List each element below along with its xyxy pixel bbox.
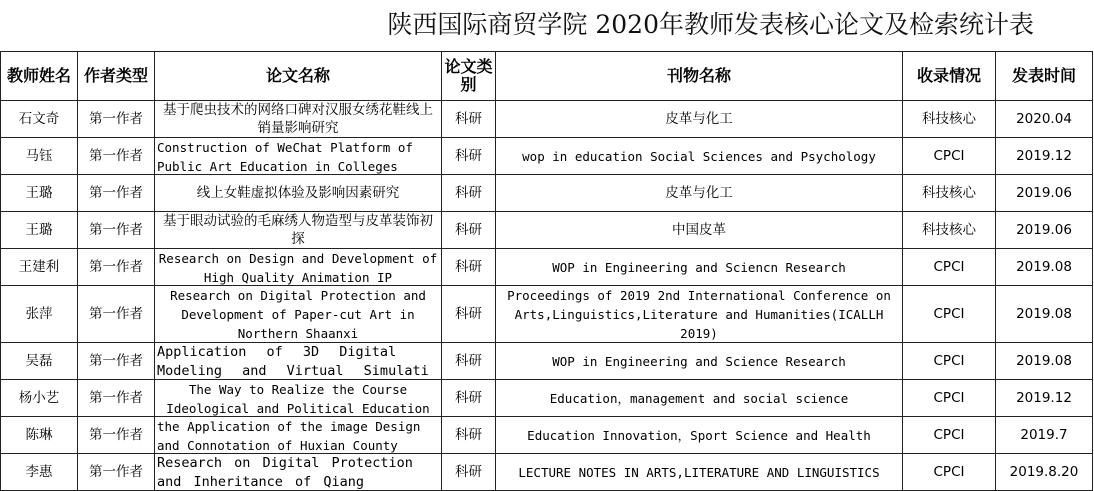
teacher-cell: 马钰 (1, 138, 78, 175)
category-cell: 科研 (442, 286, 496, 343)
paper-text: Research on Design and Development of High Quality Animation IP (158, 251, 438, 285)
category-cell: 科研 (442, 380, 496, 417)
paper-text: Research on Digital Protection and Development of Paper-cut Art in Northern Shaanxi (170, 288, 426, 341)
date-cell: 2020.04 (996, 101, 1093, 138)
paper-cell (155, 286, 442, 343)
journal-cell: wop in education Social Sciences and Psychology (496, 138, 903, 175)
category-cell: 科研 (442, 101, 496, 138)
paper-cell (155, 343, 442, 380)
header-date: 发表时间 (996, 52, 1093, 101)
paper-text: the Application of the image Design and Connotation of Huxian County (157, 419, 421, 453)
date-cell: 2019.12 (996, 138, 1093, 175)
author-type-cell: 第一作者 (78, 101, 155, 138)
indexed-cell: CPCI (903, 249, 996, 286)
header-author-type: 作者类型 (78, 52, 155, 101)
paper-text: 基于眼动试验的毛麻绣人物造型与皮革装饰初探 (163, 213, 433, 247)
teacher-cell: 吴磊 (1, 343, 78, 380)
journal-cell (496, 286, 903, 343)
author-type-cell: 第一作者 (78, 138, 155, 175)
indexed-cell: CPCI (903, 138, 996, 175)
paper-text: Application of 3D Digital Modeling and Virtual Simulati (157, 344, 429, 379)
table-row (1, 417, 1093, 454)
category-cell: 科研 (442, 249, 496, 286)
table-row (1, 101, 1093, 138)
header-teacher: 教师姓名 (1, 52, 78, 101)
date-cell: 2019.8.20 (996, 454, 1093, 491)
teacher-cell: 李惠 (1, 454, 78, 491)
table-row (1, 212, 1093, 249)
teacher-cell: 张萍 (1, 286, 78, 343)
paper-cell (155, 101, 442, 138)
page-title: 陕西国际商贸学院 2020年教师发表核心论文及检索统计表 (387, 10, 1034, 39)
author-type-cell: 第一作者 (78, 417, 155, 454)
table-row (1, 343, 1093, 380)
table-row (1, 175, 1093, 212)
journal-cell: 中国皮革 (496, 212, 903, 249)
paper-text: The Way to Realize the Course Ideological and Political Education (166, 382, 430, 416)
author-type-cell: 第一作者 (78, 454, 155, 491)
teacher-cell: 陈琳 (1, 417, 78, 454)
teacher-cell: 杨小艺 (1, 380, 78, 417)
journal-text: Proceedings of 2019 2nd International Conference on Arts,Linguistics,Literature and Humanities(ICALLH 2019) (507, 288, 891, 341)
indexed-cell: CPCI (903, 417, 996, 454)
category-cell: 科研 (442, 212, 496, 249)
journal-cell: WOP in Engineering and Science Research (496, 343, 903, 380)
author-type-cell: 第一作者 (78, 175, 155, 212)
author-type-cell: 第一作者 (78, 343, 155, 380)
journal-cell: LECTURE NOTES IN ARTS,LITERATURE AND LINGUISTICS (496, 454, 903, 491)
statistics-table (0, 51, 1093, 491)
indexed-cell: CPCI (903, 343, 996, 380)
table-row (1, 380, 1093, 417)
date-cell: 2019.12 (996, 380, 1093, 417)
paper-text: 线上女鞋虚拟体验及影响因素研究 (196, 185, 400, 201)
indexed-cell: CPCI (903, 454, 996, 491)
paper-text: Research on Digital Protection and Inheritance of Qiang (157, 455, 413, 490)
category-cell: 科研 (442, 343, 496, 380)
journal-cell: Education，management and social science (496, 380, 903, 417)
journal-cell: 皮革与化工 (496, 175, 903, 212)
header-category: 论文类别 (442, 52, 496, 101)
table-row (1, 286, 1093, 343)
paper-text: Construction of WeChat Platform of Public Art Education in Colleges (157, 140, 413, 174)
date-cell: 2019.08 (996, 286, 1093, 343)
category-cell: 科研 (442, 454, 496, 491)
header-indexed: 收录情况 (903, 52, 996, 101)
date-cell: 2019.06 (996, 212, 1093, 249)
paper-cell (155, 212, 442, 249)
paper-cell (155, 249, 442, 286)
teacher-cell: 王建利 (1, 249, 78, 286)
author-type-cell: 第一作者 (78, 380, 155, 417)
journal-cell: 皮革与化工 (496, 101, 903, 138)
date-cell: 2019.7 (996, 417, 1093, 454)
author-type-cell: 第一作者 (78, 286, 155, 343)
journal-cell: WOP in Engineering and Sciencn Research (496, 249, 903, 286)
header-row (1, 52, 1093, 101)
date-cell: 2019.06 (996, 175, 1093, 212)
indexed-cell: 科技核心 (903, 175, 996, 212)
teacher-cell: 石文奇 (1, 101, 78, 138)
paper-cell (155, 138, 442, 175)
teacher-cell: 王璐 (1, 212, 78, 249)
header-journal: 刊物名称 (496, 52, 903, 101)
author-type-cell: 第一作者 (78, 249, 155, 286)
table-row (1, 249, 1093, 286)
category-cell: 科研 (442, 175, 496, 212)
date-cell: 2019.08 (996, 249, 1093, 286)
indexed-cell: 科技核心 (903, 101, 996, 138)
journal-cell: Education Innovation，Sport Science and Health (496, 417, 903, 454)
indexed-cell: 科技核心 (903, 212, 996, 249)
paper-cell (155, 417, 442, 454)
indexed-cell: CPCI (903, 286, 996, 343)
table-row (1, 454, 1093, 491)
paper-cell (155, 454, 442, 491)
paper-cell (155, 175, 442, 212)
author-type-cell: 第一作者 (78, 212, 155, 249)
indexed-cell: CPCI (903, 380, 996, 417)
header-paper: 论文名称 (155, 52, 442, 101)
teacher-cell: 王璐 (1, 175, 78, 212)
category-cell: 科研 (442, 417, 496, 454)
category-cell: 科研 (442, 138, 496, 175)
paper-cell (155, 380, 442, 417)
paper-text: 基于爬虫技术的网络口碑对汉服女绣花鞋线上销量影响研究 (163, 102, 433, 136)
date-cell: 2019.08 (996, 343, 1093, 380)
table-row (1, 138, 1093, 175)
